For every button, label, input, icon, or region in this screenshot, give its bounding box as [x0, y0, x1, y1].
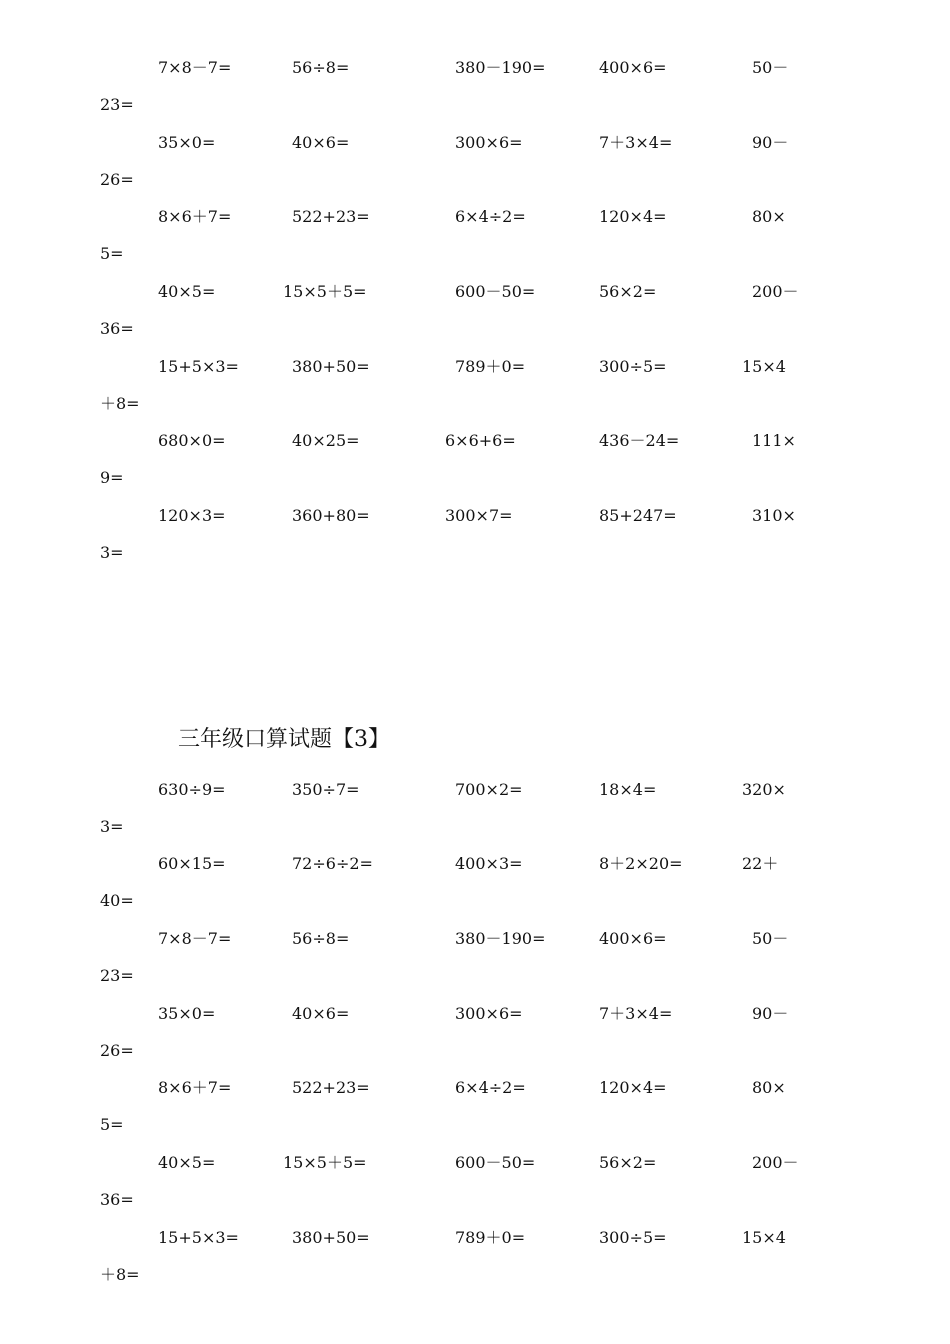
problem: 522+23=: [292, 1078, 370, 1097]
problem-wrap: 23=: [100, 95, 134, 114]
problem: 400×3=: [455, 854, 523, 873]
problem: 700×2=: [455, 780, 523, 799]
problem: 15×4: [742, 1228, 786, 1247]
problem: 15×5＋5=: [283, 1153, 367, 1172]
problem: 300÷5=: [599, 357, 667, 376]
problem: 400×6=: [599, 929, 667, 948]
problem-wrap: ＋8=: [100, 1265, 140, 1284]
problem-wrap: 9=: [100, 468, 124, 487]
worksheet-title: 三年级口算试题【3】: [178, 727, 390, 752]
problem: 120×4=: [599, 1078, 667, 1097]
problem-row: [0, 133, 950, 208]
problem: 40×25=: [292, 431, 360, 450]
problem-row: [0, 1004, 950, 1079]
problem-wrap: 5=: [100, 244, 124, 263]
problem: 200－: [752, 1153, 799, 1172]
problem-row: [0, 357, 950, 432]
problem: 436－24=: [599, 431, 680, 450]
problem: 380－190=: [455, 58, 546, 77]
problem: 8×6＋7=: [158, 1078, 232, 1097]
problem: 56×2=: [599, 282, 657, 301]
problem: 6×4÷2=: [455, 207, 526, 226]
problem-wrap: ＋8=: [100, 394, 140, 413]
problem: 15+5×3=: [158, 1228, 239, 1247]
problem: 380－190=: [455, 929, 546, 948]
problem: 15+5×3=: [158, 357, 239, 376]
problem: 60×15=: [158, 854, 226, 873]
problem: 50－: [752, 58, 789, 77]
problem: 789＋0=: [455, 357, 526, 376]
problem: 8×6＋7=: [158, 207, 232, 226]
problem-row: [0, 1153, 950, 1228]
problem: 80×: [752, 1078, 786, 1097]
problem: 6×6+6=: [445, 431, 516, 450]
problem: 7×8－7=: [158, 929, 232, 948]
problem-wrap: 26=: [100, 1041, 134, 1060]
problem-wrap: 3=: [100, 817, 124, 836]
problem: 56÷8=: [292, 58, 350, 77]
problem: 400×6=: [599, 58, 667, 77]
problem: 630÷9=: [158, 780, 226, 799]
problem: 90－: [752, 133, 789, 152]
problem-wrap: 5=: [100, 1115, 124, 1134]
problem: 300×7=: [445, 506, 513, 525]
problem-wrap: 26=: [100, 170, 134, 189]
problem-row: [0, 58, 950, 133]
problem: 360+80=: [292, 506, 370, 525]
problem: 120×3=: [158, 506, 226, 525]
problem: 8＋2×20=: [599, 854, 683, 873]
problem: 300÷5=: [599, 1228, 667, 1247]
problem: 7＋3×4=: [599, 1004, 673, 1023]
problem: 7×8－7=: [158, 58, 232, 77]
problem: 15×5＋5=: [283, 282, 367, 301]
problem: 22＋: [742, 854, 779, 873]
problem-row: [0, 431, 950, 506]
problem: 7＋3×4=: [599, 133, 673, 152]
problem-row: [0, 780, 950, 855]
problem-wrap: 3=: [100, 543, 124, 562]
problem: 320×: [742, 780, 786, 799]
problem-row: [0, 207, 950, 282]
problem: 80×: [752, 207, 786, 226]
problem: 6×4÷2=: [455, 1078, 526, 1097]
problem-row: [0, 1228, 950, 1303]
problem: 56÷8=: [292, 929, 350, 948]
problem: 380+50=: [292, 1228, 370, 1247]
problem: 310×: [752, 506, 796, 525]
problem: 789＋0=: [455, 1228, 526, 1247]
problem-row: [0, 282, 950, 357]
problem: 15×4: [742, 357, 786, 376]
problem: 90－: [752, 1004, 789, 1023]
problem: 350÷7=: [292, 780, 360, 799]
problem-wrap: 36=: [100, 319, 134, 338]
problem-wrap: 23=: [100, 966, 134, 985]
problem-row: [0, 1078, 950, 1153]
problem: 600－50=: [455, 282, 536, 301]
problem: 40×5=: [158, 1153, 216, 1172]
problem-row: [0, 854, 950, 929]
problem-row: [0, 506, 950, 581]
problem-wrap: 36=: [100, 1190, 134, 1209]
problem: 680×0=: [158, 431, 226, 450]
problem: 522+23=: [292, 207, 370, 226]
problem-row: [0, 929, 950, 1004]
problem: 111×: [752, 431, 796, 450]
problem: 200－: [752, 282, 799, 301]
problem: 40×6=: [292, 1004, 350, 1023]
problem: 40×5=: [158, 282, 216, 301]
problem: 380+50=: [292, 357, 370, 376]
problem-wrap: 40=: [100, 891, 134, 910]
problem: 600－50=: [455, 1153, 536, 1172]
problem: 300×6=: [455, 133, 523, 152]
problem: 300×6=: [455, 1004, 523, 1023]
problem: 40×6=: [292, 133, 350, 152]
problem: 85+247=: [599, 506, 677, 525]
problem: 35×0=: [158, 1004, 216, 1023]
problem: 120×4=: [599, 207, 667, 226]
problem: 56×2=: [599, 1153, 657, 1172]
problem: 18×4=: [599, 780, 657, 799]
problem: 35×0=: [158, 133, 216, 152]
problem: 50－: [752, 929, 789, 948]
problem: 72÷6÷2=: [292, 854, 373, 873]
